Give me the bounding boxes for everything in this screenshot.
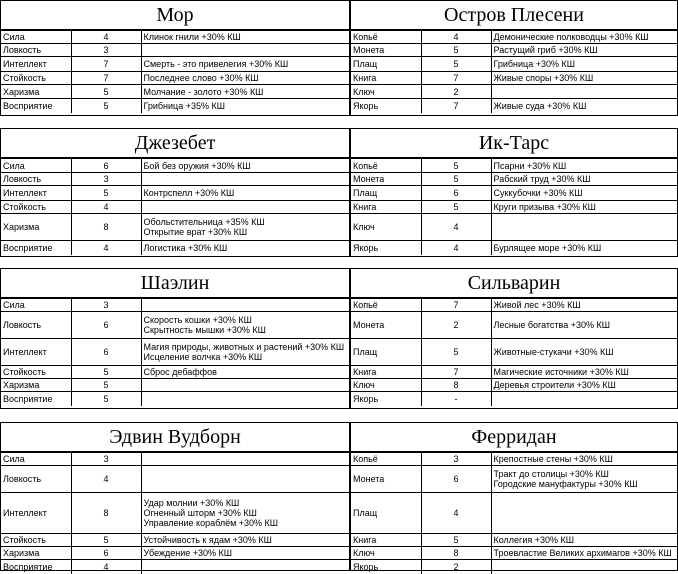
bonus-line: Убеждение +30% КШ	[143, 548, 233, 558]
bonus-line: Псарни +30% КШ	[493, 160, 567, 171]
attribute-value: 6	[71, 312, 141, 339]
attribute-value: 5	[421, 57, 491, 72]
bonus-cell	[141, 72, 351, 85]
table-row	[351, 453, 678, 466]
bonus-cell	[491, 466, 678, 493]
table-row	[1, 31, 351, 44]
bonus-line: Последнее слово +30% КШ	[143, 73, 259, 83]
attribute-value: 3	[71, 453, 141, 466]
faction-card	[0, 0, 350, 116]
table-row	[351, 44, 678, 57]
bonus-line: Сброс дебаффов	[143, 367, 217, 377]
bonus-cell	[491, 312, 678, 339]
attribute-value: 5	[71, 99, 141, 113]
attribute-name: Харизма	[1, 547, 71, 560]
bonus-line: Клинок гнили +30% КШ	[143, 32, 241, 42]
bonus-cell	[491, 99, 678, 113]
stats-table	[351, 158, 678, 255]
attribute-value: 3	[71, 299, 141, 312]
attribute-name: Сила	[1, 31, 71, 44]
table-row	[351, 72, 678, 85]
attribute-value: 4	[71, 31, 141, 44]
attribute-value: 4	[421, 241, 491, 255]
attribute-value: 4	[71, 560, 141, 574]
table-row	[351, 379, 678, 392]
attribute-name: Плащ	[351, 493, 421, 534]
table-row	[1, 547, 351, 560]
attribute-value: 4	[421, 493, 491, 534]
table-row	[1, 366, 351, 379]
attribute-name: Интеллект	[1, 493, 71, 534]
table-row	[1, 466, 351, 493]
bonus-cell	[141, 339, 351, 366]
attribute-name: Ключ	[351, 85, 421, 99]
bonus-cell	[491, 560, 678, 574]
bonus-cell	[141, 560, 351, 574]
attribute-name: Ключ	[351, 547, 421, 560]
bonus-cell	[141, 85, 351, 99]
attribute-value: 5	[71, 392, 141, 406]
bonus-cell	[491, 379, 678, 392]
attribute-name: Стойкость	[1, 366, 71, 379]
bonus-cell	[491, 392, 678, 406]
bonus-cell	[491, 241, 678, 255]
attribute-name: Книга	[351, 534, 421, 547]
bonus-line: Магические источники +30% КШ	[493, 367, 629, 377]
bonus-line: Демонические полководцы +30% КШ	[493, 32, 649, 42]
attribute-value: -	[421, 392, 491, 406]
attribute-name: Восприятие	[1, 560, 71, 574]
bonus-cell	[141, 299, 351, 312]
attribute-value: 4	[71, 466, 141, 493]
attribute-name: Якорь	[351, 241, 421, 255]
attribute-value: 2	[421, 85, 491, 99]
attribute-value: 5	[421, 159, 491, 173]
attribute-value: 6	[421, 186, 491, 201]
attribute-name: Восприятие	[1, 99, 71, 113]
bonus-line: Бой без оружия +30% КШ	[143, 160, 251, 171]
table-row	[351, 339, 678, 366]
attribute-name: Харизма	[1, 214, 71, 241]
table-row	[1, 339, 351, 366]
bonus-line: Контрспелл +30% КШ	[143, 188, 235, 198]
table-row	[351, 214, 678, 241]
attribute-value: 8	[71, 493, 141, 534]
bonus-line: Смерть - это привелегия +30% КШ	[143, 59, 289, 69]
bonus-line: Круги призыва +30% КШ	[493, 202, 596, 212]
bonus-line: Устойчивость к ядам +30% КШ	[143, 535, 272, 545]
table-row	[1, 173, 351, 186]
bonus-cell	[141, 392, 351, 406]
stats-table	[1, 30, 351, 113]
bonus-cell	[491, 534, 678, 547]
table-row	[1, 453, 351, 466]
attribute-value: 5	[421, 173, 491, 186]
attribute-value: 7	[421, 99, 491, 113]
attribute-name: Стойкость	[1, 72, 71, 85]
attribute-name: Якорь	[351, 392, 421, 406]
attribute-name: Книга	[351, 201, 421, 214]
bonus-line: Грибница +35% КШ	[143, 100, 225, 111]
bonus-cell	[141, 466, 351, 493]
table-row	[351, 57, 678, 72]
attribute-value: 6	[421, 466, 491, 493]
attribute-name: Копьё	[351, 453, 421, 466]
bonus-cell	[141, 99, 351, 113]
stats-table	[351, 30, 678, 113]
table-row	[351, 159, 678, 173]
bonus-cell	[491, 453, 678, 466]
bonus-cell	[141, 31, 351, 44]
bonus-cell	[141, 214, 351, 241]
bonus-cell	[141, 201, 351, 214]
table-row	[351, 299, 678, 312]
table-row	[351, 186, 678, 201]
attribute-name: Харизма	[1, 85, 71, 99]
bonus-line: Живые споры +30% КШ	[493, 73, 594, 83]
card-title: Остров Плесени	[351, 1, 677, 30]
table-row	[1, 214, 351, 241]
table-row	[1, 159, 351, 173]
attribute-name: Ловкость	[1, 173, 71, 186]
card-title: Эдвин Вудборн	[1, 423, 349, 452]
attribute-name: Монета	[351, 44, 421, 57]
bonus-cell	[491, 299, 678, 312]
attribute-name: Харизма	[1, 379, 71, 392]
attribute-name: Монета	[351, 173, 421, 186]
attribute-name: Копьё	[351, 299, 421, 312]
bonus-line: Удар молнии +30% КШ	[143, 498, 240, 508]
card-title: Ферридан	[351, 423, 677, 452]
bonus-cell	[491, 57, 678, 72]
attribute-name: Интеллект	[1, 186, 71, 201]
attribute-value: 5	[421, 201, 491, 214]
stats-table	[1, 298, 351, 406]
attribute-value: 6	[71, 339, 141, 366]
attribute-name: Восприятие	[1, 241, 71, 255]
attribute-value: 3	[421, 453, 491, 466]
attribute-name: Интеллект	[1, 339, 71, 366]
bonus-line: Обольстительница +35% КШ	[143, 217, 265, 227]
table-row	[351, 173, 678, 186]
attribute-name: Копьё	[351, 31, 421, 44]
table-row	[351, 547, 678, 560]
attribute-value: 7	[421, 72, 491, 85]
attribute-name: Ключ	[351, 379, 421, 392]
table-row	[1, 72, 351, 85]
attribute-value: 7	[421, 366, 491, 379]
table-row	[1, 493, 351, 534]
bonus-cell	[491, 339, 678, 366]
bonus-line: Магия природы, животных и растений +30% КШ	[143, 342, 345, 352]
faction-card	[350, 422, 678, 571]
table-row	[1, 241, 351, 255]
faction-card	[0, 128, 350, 257]
bonus-cell	[141, 453, 351, 466]
attribute-value: 5	[421, 339, 491, 366]
stats-table	[1, 158, 351, 255]
table-row	[351, 534, 678, 547]
bonus-line: Растущий гриб +30% КШ	[493, 45, 598, 55]
bonus-line: Троевластие Великих архимагов +30% КШ	[493, 548, 672, 558]
attribute-value: 5	[71, 534, 141, 547]
table-row	[351, 85, 678, 99]
table-row	[351, 366, 678, 379]
bonus-line: Животные-стукачи +30% КШ	[493, 347, 614, 357]
attribute-value: 5	[71, 85, 141, 99]
attribute-value: 7	[421, 299, 491, 312]
attribute-name: Ловкость	[1, 466, 71, 493]
table-row	[1, 57, 351, 72]
table-row	[1, 560, 351, 574]
attribute-value: 4	[71, 201, 141, 214]
card-title: Джезебет	[1, 129, 349, 158]
bonus-line: Бурлящее море +30% КШ	[493, 242, 602, 253]
bonus-cell	[491, 173, 678, 186]
attribute-value: 5	[71, 186, 141, 201]
bonus-line: Коллегия +30% КШ	[493, 535, 575, 545]
bonus-cell	[491, 493, 678, 534]
attribute-value: 2	[421, 312, 491, 339]
table-row	[1, 85, 351, 99]
bonus-line: Тракт до столицы +30% КШ	[493, 469, 609, 479]
bonus-cell	[141, 44, 351, 57]
attribute-value: 5	[421, 534, 491, 547]
attribute-name: Ключ	[351, 214, 421, 241]
bonus-cell	[491, 31, 678, 44]
table-row	[1, 99, 351, 113]
bonus-cell	[141, 57, 351, 72]
table-row	[351, 241, 678, 255]
bonus-cell	[491, 85, 678, 99]
bonus-line: Логистика +30% КШ	[143, 242, 228, 253]
attribute-value: 7	[71, 57, 141, 72]
attribute-value: 4	[421, 214, 491, 241]
attribute-value: 3	[71, 44, 141, 57]
bonus-line: Открытие врат +30% КШ	[143, 227, 248, 237]
attribute-name: Ловкость	[1, 312, 71, 339]
attribute-name: Ловкость	[1, 44, 71, 57]
attribute-value: 8	[71, 214, 141, 241]
table-row	[351, 466, 678, 493]
attribute-value: 6	[71, 547, 141, 560]
table-row	[1, 186, 351, 201]
attribute-value: 5	[421, 44, 491, 57]
table-row	[1, 392, 351, 406]
bonus-cell	[491, 366, 678, 379]
bonus-line: Живые суда +30% КШ	[493, 100, 587, 111]
table-row	[351, 201, 678, 214]
attribute-value: 2	[421, 560, 491, 574]
attribute-value: 6	[71, 159, 141, 173]
table-row	[351, 392, 678, 406]
bonus-cell	[141, 547, 351, 560]
stats-table	[351, 298, 678, 406]
attribute-name: Плащ	[351, 339, 421, 366]
bonus-line: Грибница +30% КШ	[493, 59, 575, 69]
bonus-cell	[141, 159, 351, 173]
faction-card	[350, 268, 678, 409]
bonus-line: Скрытность мышки +30% КШ	[143, 325, 266, 335]
bonus-line: Молчание - золото +30% КШ	[143, 86, 264, 97]
bonus-line: Крепостные стены +30% КШ	[493, 454, 613, 464]
table-row	[1, 201, 351, 214]
bonus-cell	[141, 379, 351, 392]
bonus-cell	[141, 534, 351, 547]
attribute-value: 4	[421, 31, 491, 44]
card-title: Шаэлин	[1, 269, 349, 298]
faction-card	[350, 0, 678, 116]
table-row	[351, 99, 678, 113]
attribute-name: Плащ	[351, 57, 421, 72]
bonus-line: Лесные богатства +30% КШ	[493, 320, 610, 330]
attribute-name: Книга	[351, 72, 421, 85]
attribute-name: Стойкость	[1, 201, 71, 214]
table-row	[1, 312, 351, 339]
bonus-line: Скорость кошки +30% КШ	[143, 315, 252, 325]
bonus-cell	[141, 312, 351, 339]
stats-table	[1, 452, 351, 574]
bonus-line: Деревья строители +30% КШ	[493, 380, 616, 390]
bonus-line: Огненный шторм +30% КШ	[143, 508, 257, 518]
attribute-value: 8	[421, 379, 491, 392]
bonus-line: Суккубочки +30% КШ	[493, 188, 583, 198]
card-title: Сильварин	[351, 269, 677, 298]
attribute-name: Интеллект	[1, 57, 71, 72]
table-row	[351, 493, 678, 534]
bonus-cell	[491, 214, 678, 241]
faction-card	[0, 422, 350, 571]
attribute-name: Книга	[351, 366, 421, 379]
attribute-name: Монета	[351, 312, 421, 339]
bonus-line: Рабский труд +30% КШ	[493, 174, 591, 184]
table-row	[1, 44, 351, 57]
bonus-line: Исцеление волчка +30% КШ	[143, 352, 263, 362]
table-row	[351, 31, 678, 44]
table-row	[1, 379, 351, 392]
stats-table	[351, 452, 678, 574]
attribute-name: Сила	[1, 453, 71, 466]
bonus-cell	[491, 547, 678, 560]
bonus-cell	[141, 186, 351, 201]
bonus-cell	[491, 186, 678, 201]
attribute-name: Плащ	[351, 186, 421, 201]
attribute-name: Якорь	[351, 99, 421, 113]
bonus-cell	[141, 173, 351, 186]
table-row	[1, 534, 351, 547]
attribute-name: Сила	[1, 299, 71, 312]
card-title: Ик-Тарс	[351, 129, 677, 158]
table-row	[351, 312, 678, 339]
attribute-name: Копьё	[351, 159, 421, 173]
bonus-cell	[491, 44, 678, 57]
card-title: Мор	[1, 1, 349, 30]
bonus-cell	[141, 493, 351, 534]
bonus-cell	[141, 241, 351, 255]
attribute-value: 5	[71, 366, 141, 379]
bonus-cell	[141, 366, 351, 379]
attribute-name: Якорь	[351, 560, 421, 574]
table-row	[351, 560, 678, 574]
attribute-name: Монета	[351, 466, 421, 493]
attribute-name: Сила	[1, 159, 71, 173]
attribute-name: Восприятие	[1, 392, 71, 406]
faction-card	[0, 268, 350, 409]
attribute-value: 5	[71, 379, 141, 392]
bonus-line: Городские мануфактуры +30% КШ	[493, 479, 638, 489]
bonus-cell	[491, 201, 678, 214]
attribute-value: 7	[71, 72, 141, 85]
bonus-cell	[491, 72, 678, 85]
faction-card	[350, 128, 678, 257]
attribute-value: 4	[71, 241, 141, 255]
table-row	[1, 299, 351, 312]
attribute-value: 8	[421, 547, 491, 560]
bonus-line: Живой лес +30% КШ	[493, 300, 581, 310]
bonus-cell	[491, 159, 678, 173]
attribute-name: Стойкость	[1, 534, 71, 547]
attribute-value: 3	[71, 173, 141, 186]
bonus-line: Управление кораблём +30% КШ	[143, 518, 279, 528]
